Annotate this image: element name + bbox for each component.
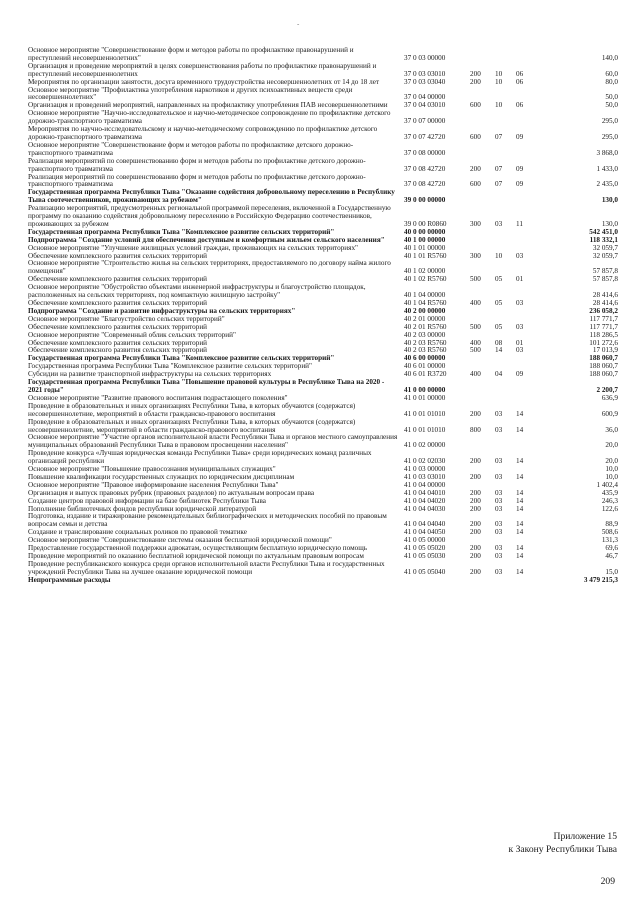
row-amount: 236 058,2 (589, 306, 618, 315)
row-code: 41 0 04 04020 (404, 496, 446, 505)
row-vr (470, 87, 495, 103)
row-vr: 400 (470, 299, 481, 307)
row-name: Непрограммные расходы (28, 575, 111, 584)
row-pr: 03 (516, 322, 524, 331)
row-pr (516, 355, 536, 363)
row-vr: 200 (470, 520, 481, 529)
row-amount: 1 433,0 (596, 164, 618, 173)
row-rz: 07 (495, 164, 503, 173)
row-rz (495, 47, 516, 63)
row-code: 37 0 07 00000 (404, 117, 446, 126)
row-pr: 03 (516, 299, 524, 307)
row-name: Основное мероприятие "Развитие правового воспитания подрастающего поколения" (28, 393, 288, 402)
row-name: Реализацию мероприятий, предусмотренных региональной программой переселения, включенной в Государственную программу по оказанию содействия добровольному переселению в Российскую Федерацию соотечественников, проживающих за рубежом (28, 204, 391, 228)
row-name: Основное мероприятие "Совершенствование форм и методов работы по профилактике правонарушений и преступлений несовершеннолетних" (28, 46, 354, 62)
row-vr: 300 (470, 251, 481, 260)
row-amount: 1 402,4 (596, 480, 618, 489)
row-amount: 246,3 (601, 496, 618, 505)
row-code: 40 1 00 00000 (404, 235, 446, 244)
row-vr: 200 (470, 528, 481, 537)
row-rz: 07 (495, 132, 503, 141)
top-mark: - (297, 20, 300, 28)
row-vr: 200 (470, 496, 481, 505)
row-rz (495, 355, 516, 363)
row-name: Основное мероприятие "Совершенствование системы оказания бесплатной юридической помощи" (28, 536, 332, 545)
row-code: 37 0 03 00000 (404, 53, 446, 62)
row-pr: 14 (516, 488, 524, 497)
row-rz: 04 (495, 370, 503, 379)
row-vr (470, 577, 495, 585)
row-pr: 01 (516, 338, 524, 347)
row-name: Основное мероприятие "Строительство жилья на сельских территориях, предоставляемого по договору найма жилого помещения" (28, 259, 391, 276)
row-vr: 600 (470, 132, 481, 141)
table-row (28, 63, 618, 79)
row-amount: 32 059,7 (592, 243, 618, 252)
row-rz (495, 577, 516, 585)
row-pr (516, 110, 536, 126)
row-vr: 400 (470, 370, 481, 379)
row-amount: 10,0 (605, 465, 618, 474)
row-name: Основное мероприятие "Современный облик сельских территорий" (28, 330, 236, 339)
row-name: Основное мероприятие "Повышение правосознания муниципальных служащих" (28, 465, 276, 474)
row-vr: 500 (470, 322, 481, 331)
row-name: Государственная программа Республики Тыва "Комплексное развитие сельских территорий" (28, 354, 335, 363)
row-vr: 600 (470, 101, 481, 110)
row-amount: 60,0 (605, 69, 618, 78)
row-amount: 131,3 (601, 536, 618, 545)
row-amount: 3 868,0 (596, 148, 618, 157)
row-rz: 03 (495, 425, 503, 434)
row-amount: 88,9 (605, 520, 618, 529)
row-code: 37 0 08 00000 (404, 148, 446, 157)
row-vr: 500 (470, 346, 481, 355)
row-rz: 03 (495, 520, 503, 529)
table-row (28, 561, 618, 577)
table-row (28, 379, 618, 395)
row-amount: 188 060,7 (589, 370, 618, 379)
row-rz (495, 110, 516, 126)
row-name: Основное мероприятие "Совершенствование форм и методов работы по профилактике детского дорожно-транспортного травматизма (28, 140, 354, 157)
row-rz: 03 (495, 528, 503, 537)
table-row (28, 434, 618, 450)
row-amount: 122,6 (601, 504, 618, 513)
row-name: Создание и транслирование социальных роликов по правовой тематике (28, 528, 247, 537)
row-pr (516, 577, 536, 585)
row-code: 40 1 02 R5760 (404, 275, 447, 284)
row-name: Обеспечение комплексного развития сельских территорий (28, 322, 208, 331)
table-row (28, 513, 618, 529)
row-amount: 50,0 (605, 101, 618, 110)
row-vr: 500 (470, 275, 481, 284)
row-code: 41 0 01 01010 (404, 425, 446, 434)
row-amount: 508,6 (601, 528, 618, 537)
table-row (28, 419, 618, 435)
row-rz: 05 (495, 275, 503, 284)
row-rz: 03 (495, 488, 503, 497)
row-code: 40 2 01 00000 (404, 314, 446, 323)
row-code: 41 0 01 01010 (404, 409, 446, 418)
row-vr (470, 355, 495, 363)
row-code: 37 0 03 03010 (404, 69, 446, 78)
row-code: 37 0 04 03010 (404, 101, 446, 110)
row-name: Субсидии на развитие транспортной инфраструктуры на сельских территориях (28, 370, 272, 379)
row-amount: 130,0 (601, 219, 618, 228)
row-pr (516, 47, 536, 63)
row-pr: 01 (516, 275, 524, 284)
row-vr: 600 (470, 180, 481, 189)
table-row (28, 450, 618, 466)
row-vr: 200 (470, 409, 481, 418)
row-name: Основное мероприятие "Обустройство объектами инженерной инфраструктуры и благоустройство площадок, расположенных на сельских территориях, под компактную жилищную застройку" (28, 283, 366, 300)
row-rz: 03 (495, 552, 503, 560)
row-name: Подпрограмма "Создание и развитие инфраструктуры на сельских территориях" (28, 306, 296, 315)
row-vr (470, 189, 495, 205)
row-code: 41 0 02 02030 (404, 457, 446, 466)
row-code: 40 6 01 R3720 (404, 370, 447, 379)
row-pr: 06 (516, 77, 524, 86)
row-amount: 542 451,0 (589, 227, 618, 236)
row-rz (495, 87, 516, 103)
row-rz: 14 (495, 346, 503, 355)
row-name: Обеспечение комплексного развития сельских территорий (28, 275, 208, 284)
row-amount: 69,6 (605, 544, 618, 553)
row-amount: 36,0 (605, 425, 618, 434)
row-amount: 118 332,1 (589, 235, 618, 244)
row-vr: 200 (470, 544, 481, 553)
row-vr: 200 (470, 567, 481, 576)
row-amount: 117 771,7 (589, 322, 618, 331)
row-name: Пополнение библиотечных фондов республики юридической литературой (28, 504, 257, 513)
row-code: 40 2 03 R5760 (404, 338, 447, 347)
row-pr (516, 284, 536, 300)
table-row (28, 260, 618, 276)
row-amount: 20,0 (605, 457, 618, 466)
row-code: 41 0 00 00000 (404, 385, 446, 394)
row-amount: 28 414,6 (592, 299, 618, 307)
row-name: Подготовка, издание и тиражирование рекомендательных библиографических и методических пособий по правовым вопросам семьи и детства (28, 512, 387, 529)
row-name: Подпрограмма "Создание условий для обеспечения доступным и комфортным жильем сельского населения" (28, 235, 385, 244)
row-code: 39 0 00 00000 (404, 196, 446, 205)
row-code: 40 1 04 R5760 (404, 299, 447, 307)
row-amount: 130,0 (601, 196, 618, 205)
row-rz: 05 (495, 322, 503, 331)
table-row (28, 110, 618, 126)
row-name: Организация и выпуск правовых рубрик (правовых разделов) по актуальным вопросам права (28, 488, 315, 497)
row-amount: 188 060,7 (589, 362, 618, 371)
row-rz: 10 (495, 69, 503, 78)
table-row (28, 87, 618, 103)
row-amount: 101 272,6 (589, 338, 618, 347)
row-pr: 03 (516, 251, 524, 260)
row-amount: 32 059,7 (592, 251, 618, 260)
row-pr: 14 (516, 552, 524, 560)
row-name: Создание центров правовой информации на базе библиотек Республики Тыва (28, 496, 266, 505)
row-rz (495, 308, 516, 316)
row-vr (470, 47, 495, 63)
row-rz: 05 (495, 299, 503, 307)
row-pr: 06 (516, 69, 524, 78)
row-vr: 200 (470, 504, 481, 513)
row-vr (470, 142, 495, 158)
row-code: 40 1 02 00000 (404, 267, 446, 276)
row-pr: 14 (516, 457, 524, 466)
row-pr (516, 142, 536, 158)
row-amount: 20,0 (605, 441, 618, 450)
row-rz: 03 (495, 219, 503, 228)
row-code: 40 2 01 R5760 (404, 322, 447, 331)
row-code (404, 577, 470, 585)
row-pr: 14 (516, 504, 524, 513)
row-pr (516, 189, 536, 205)
row-rz: 03 (495, 544, 503, 553)
row-vr: 200 (470, 69, 481, 78)
appendix-note (509, 831, 617, 856)
row-rz: 08 (495, 338, 503, 347)
row-pr (516, 87, 536, 103)
row-pr: 14 (516, 409, 524, 418)
row-code: 41 0 05 05040 (404, 567, 446, 576)
row-amount: 3 479 215,3 (583, 575, 618, 584)
row-amount: 80,0 (605, 77, 618, 86)
table-row (28, 158, 618, 174)
row-pr: 14 (516, 567, 524, 576)
row-rz (495, 284, 516, 300)
row-pr: 14 (516, 528, 524, 537)
row-code: 41 0 04 04010 (404, 488, 446, 497)
row-amount: 2 200,7 (596, 385, 618, 394)
row-code: 41 0 03 00000 (404, 465, 446, 474)
row-vr (470, 284, 495, 300)
row-pr (516, 229, 536, 237)
row-amount: 600,9 (601, 409, 618, 418)
row-code: 41 0 05 05020 (404, 544, 446, 553)
row-amount: 46,7 (605, 552, 618, 560)
row-amount: 435,9 (601, 488, 618, 497)
row-name: Основное мероприятие "Правовое информирование населения Республики Тыва" (28, 480, 279, 489)
row-pr (516, 260, 536, 276)
row-pr: 11 (516, 219, 523, 228)
row-code: 40 6 01 00000 (404, 362, 446, 371)
table-row (28, 126, 618, 142)
row-rz (495, 434, 516, 450)
row-vr: 200 (470, 457, 481, 466)
row-amount: 295,0 (601, 132, 618, 141)
row-rz (495, 189, 516, 205)
row-pr: 09 (516, 164, 524, 173)
row-vr (470, 379, 495, 395)
row-name: Обеспечение комплексного развития сельских территорий (28, 299, 208, 307)
row-code: 41 0 04 04030 (404, 504, 446, 513)
row-name: Проведение в образовательных и иных организациях Республики Тыва, в которых обучаются (содержатся) несовершеннолетние, мероприятий в области гражданско-правового воспитания (28, 417, 356, 434)
table-row (28, 403, 618, 419)
row-name: Государственная программа Республики Тыва "Оказание содействия добровольному переселению в Республику Тыва соотечественников, проживающих за рубежом" (28, 188, 395, 205)
row-code: 40 1 01 R5760 (404, 251, 447, 260)
row-name: Мероприятия по научно-исследовательскому и научно-методическому сопровождению по профилактике детского дорожно-транспортного травматизма (28, 125, 378, 141)
table-row (28, 205, 618, 229)
row-amount: 117 771,7 (589, 314, 618, 323)
row-name: Реализация мероприятий по совершенствованию форм и методов работы по профилактике детского дорожно-транспортного травматизма (28, 156, 366, 173)
appendix-title: Приложение 15 (553, 831, 617, 842)
row-pr: 09 (516, 132, 524, 141)
row-name: Мероприятия по организации занятости, досуга временного трудоустройства несовершеннолетних от 14 до 18 лет (28, 77, 380, 86)
row-code: 39 0 00 R0860 (404, 219, 447, 228)
row-name: Реализация мероприятий по совершенствованию форм и методов работы по профилактике детского дорожно-транспортного травматизма (28, 172, 366, 189)
row-name: Государственная программа Республики Тыва "Комплексное развитие сельских территорий" (28, 362, 312, 371)
row-amount: 57 857,8 (592, 267, 618, 276)
row-vr (470, 395, 495, 403)
row-code: 41 0 01 00000 (404, 393, 446, 402)
row-rz: 03 (495, 504, 503, 513)
row-code: 40 2 03 00000 (404, 330, 446, 339)
table-row (28, 142, 618, 158)
row-name: Обеспечение комплексного развития сельских территорий (28, 251, 208, 260)
appendix-subtitle: к Закону Республики Тыва (508, 843, 617, 855)
row-code: 40 1 04 00000 (404, 291, 446, 300)
row-vr (470, 434, 495, 450)
row-code: 41 0 04 04050 (404, 528, 446, 537)
row-name: Основное мероприятие "Благоустройство сельских территорий" (28, 314, 225, 323)
row-name: Государственная программа Республики Тыва "Комплексное развитие сельских территорий" (28, 227, 335, 236)
row-name: Организация и проведений мероприятий, направленных на профилактику употребления ПАВ несовершеннолетними (28, 101, 388, 110)
row-pr (516, 237, 536, 245)
table-row (28, 47, 618, 63)
row-code: 40 0 00 00000 (404, 227, 446, 236)
row-code: 41 0 04 04040 (404, 520, 446, 529)
row-name: Обеспечение комплексного развития сельских территорий (28, 346, 208, 355)
row-pr (516, 308, 536, 316)
row-code: 37 0 03 03040 (404, 77, 446, 86)
row-code: 40 6 00 00000 (404, 354, 446, 363)
row-rz: 03 (495, 472, 503, 481)
row-code: 37 0 04 00000 (404, 93, 446, 102)
row-pr (516, 434, 536, 450)
row-pr: 06 (516, 101, 524, 110)
row-pr (516, 379, 536, 395)
row-code: 41 0 03 03010 (404, 472, 446, 481)
row-pr (516, 395, 536, 403)
page-number: 209 (600, 876, 615, 887)
row-name: Повышение квалификации государственных служащих по юридическим дисциплинам (28, 472, 295, 481)
row-code: 41 0 04 00000 (404, 480, 446, 489)
row-rz: 10 (495, 101, 503, 110)
row-code: 40 2 03 R5760 (404, 346, 447, 355)
row-code: 41 0 02 00000 (404, 441, 446, 450)
row-code: 40 2 00 00000 (404, 306, 446, 315)
row-rz: 03 (495, 409, 503, 418)
row-pr: 03 (516, 346, 524, 355)
row-amount: 28 414,6 (592, 291, 618, 300)
row-code: 37 0 08 42720 (404, 164, 446, 173)
row-rz: 03 (495, 496, 503, 505)
row-code: 41 0 05 05030 (404, 552, 446, 560)
row-rz (495, 237, 516, 245)
row-amount: 15,0 (605, 567, 618, 576)
row-rz (495, 395, 516, 403)
row-rz: 10 (495, 77, 503, 86)
row-vr: 400 (470, 338, 481, 347)
row-name: Основное мероприятие "Улучшение жилищных условий граждан, проживающих на сельских территориях" (28, 243, 358, 252)
row-pr: 14 (516, 472, 524, 481)
row-pr: 09 (516, 180, 524, 189)
row-name: Проведение в образовательных и иных организациях Республики Тыва, в которых обучаются (содержатся) несовершеннолетние, мероприятий в области гражданско-правового воспитания (28, 401, 356, 418)
row-amount: 140,0 (601, 53, 618, 62)
row-vr: 200 (470, 488, 481, 497)
row-amount: 2 435,0 (596, 180, 618, 189)
row-code: 37 0 08 42720 (404, 180, 446, 189)
row-amount: 17 013,9 (592, 346, 618, 355)
row-name: Основное мероприятие "Участие органов исполнительной власти Республики Тыва и органов местного самоуправления муниципальных образований Республики Тыва в правовом просвещении населения" (28, 433, 398, 450)
row-vr: 200 (470, 552, 481, 560)
row-amount: 188 060,7 (589, 354, 618, 363)
row-pr: 14 (516, 496, 524, 505)
table-row (28, 577, 618, 585)
row-code: 41 0 05 00000 (404, 536, 446, 545)
row-amount: 295,0 (601, 117, 618, 126)
row-rz (495, 142, 516, 158)
row-rz: 03 (495, 457, 503, 466)
row-rz: 03 (495, 567, 503, 576)
row-pr: 09 (516, 370, 524, 379)
row-vr (470, 308, 495, 316)
row-name: Проведение республиканского конкурса среди органов исполнительной власти Республики Тыва и государственных учреждений Республики Тыва на лучшее оказание юридической помощи (28, 559, 385, 576)
row-rz: 10 (495, 251, 503, 260)
row-name: Обеспечение комплексного развития сельских территорий (28, 338, 208, 347)
row-amount: 50,0 (605, 93, 618, 102)
row-amount: 57 857,8 (592, 275, 618, 284)
table-row (28, 284, 618, 300)
row-name: Организация и проведение мероприятий в целях совершенствования работы по профилактике правонарушений и преступлений несовершеннолетних (28, 61, 377, 78)
row-code: 37 0 07 42720 (404, 132, 446, 141)
row-name: Проведение конкурса «Лучшая юридическая команда Республики Тыва» среди юридических команд различных организаций республики (28, 449, 372, 466)
row-rz: 07 (495, 180, 503, 189)
row-pr: 14 (516, 520, 524, 529)
table-row (28, 174, 618, 190)
budget-table (28, 47, 618, 585)
row-vr: 200 (470, 164, 481, 173)
row-pr: 14 (516, 425, 524, 434)
row-vr (470, 110, 495, 126)
row-name: Государственная программа Республики Тыва "Повышение правовой культуры в Республике Тыва на 2020 - 2021 годы" (28, 378, 385, 394)
row-vr (470, 229, 495, 237)
row-pr: 14 (516, 544, 524, 553)
table-row (28, 189, 618, 205)
row-name: Проведение мероприятий по оказанию бесплатной юридической помощи по актуальным правовым вопросам (28, 552, 364, 560)
row-amount: 118 286,5 (589, 330, 618, 339)
row-vr: 200 (470, 472, 481, 481)
row-vr (470, 237, 495, 245)
row-code: 40 1 01 00000 (404, 243, 446, 252)
row-vr: 200 (470, 77, 481, 86)
row-name: Предоставление государственной поддержки адвокатам, осуществляющим бесплатную юридическую помощь (28, 544, 368, 553)
row-name: Основное мероприятие "Профилактика употребления наркотиков и других психоактивных веществ среди несовершеннолетних" (28, 85, 353, 102)
row-amount: 10,0 (605, 472, 618, 481)
row-rz (495, 260, 516, 276)
row-vr: 300 (470, 219, 481, 228)
row-amount: 636,9 (601, 393, 618, 402)
row-vr (470, 260, 495, 276)
row-name: Основное мероприятие "Научно-исследовательское и научно-методическое сопровождение по профилактике детского дорожно-транспортного травматизма (28, 109, 391, 126)
row-vr: 800 (470, 425, 481, 434)
row-rz (495, 379, 516, 395)
row-rz (495, 229, 516, 237)
